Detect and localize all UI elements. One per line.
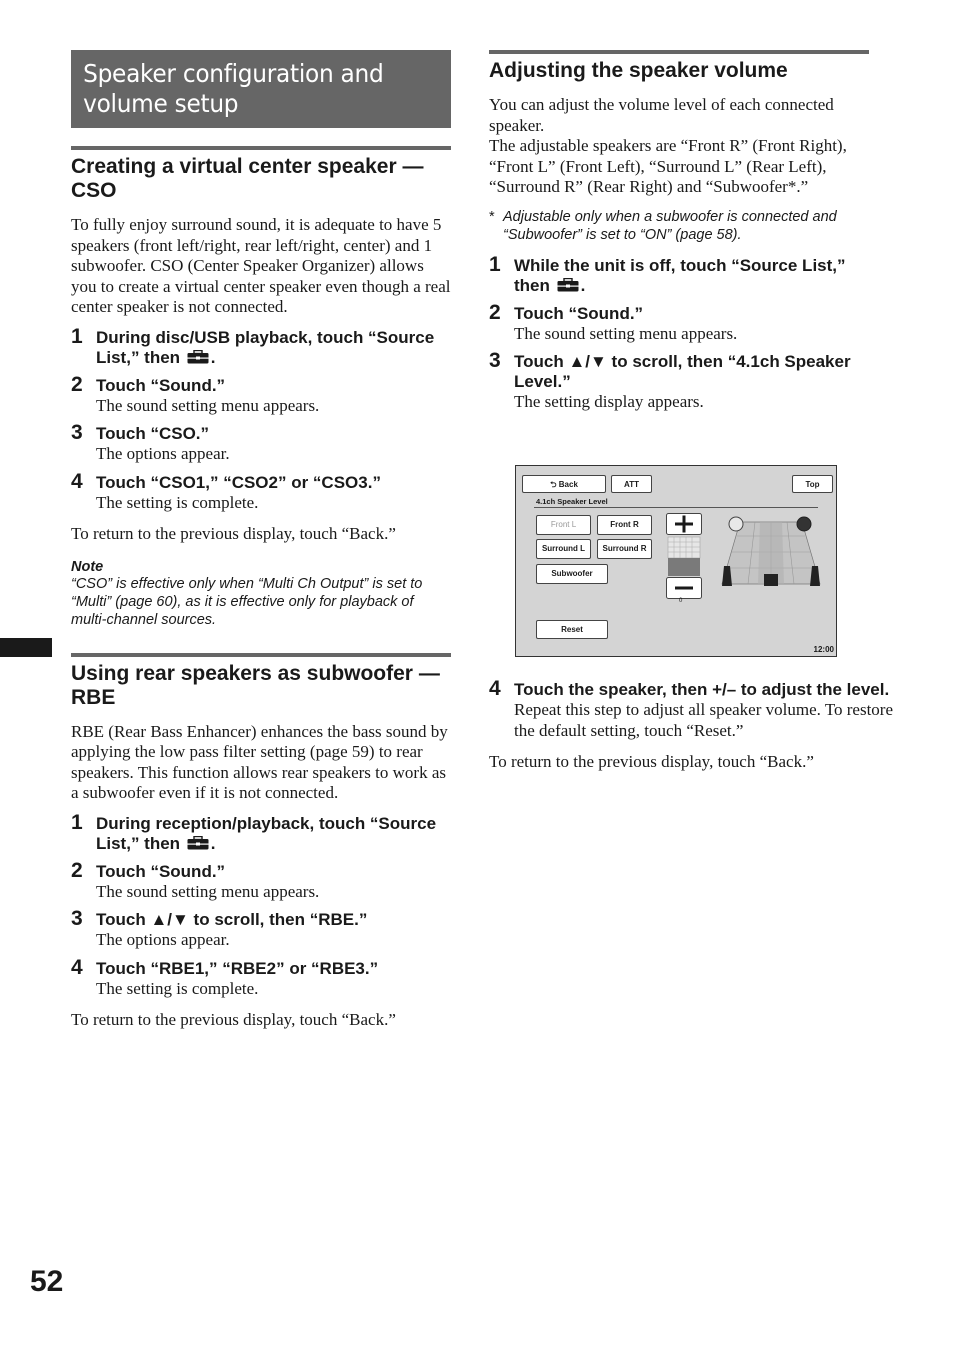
cso-return-text: To return to the previous display, touch “Back.”	[71, 524, 396, 543]
step-desc: The options appear.	[96, 444, 230, 463]
page-title: Speaker configuration and volume setup	[71, 50, 438, 127]
step-desc: The sound setting menu appears.	[514, 323, 738, 343]
back-label: Back	[558, 480, 578, 489]
speaker-level-screen	[515, 465, 837, 657]
step-desc: The sound setting menu appears.	[96, 395, 320, 415]
step-lead-end: .	[580, 275, 586, 295]
speaker-room-diagram-icon	[720, 514, 822, 590]
step-lead: While the unit is off, touch “Source List,” then	[514, 255, 846, 295]
left-column	[71, 50, 451, 1031]
source-list-toolbox-icon	[557, 278, 579, 292]
step-lead: Touch “RBE1,” “RBE2” or “RBE3.”	[96, 958, 379, 978]
step-number: 1	[71, 810, 83, 834]
step-number: 4	[71, 469, 83, 493]
back-arrow-icon: ⮌	[550, 480, 557, 489]
plus-button[interactable]	[667, 514, 702, 535]
step-desc: The setting is complete.	[96, 492, 259, 512]
step-desc: The setting is complete.	[96, 978, 259, 998]
rbe-intro: RBE (Rear Bass Enhancer) enhances the bass sound by applying the low pass filter setting (page 59) to rear speakers. This function allows rear speakers to work as a subwoofer even if it is not connected.	[71, 721, 448, 802]
step-number: 4	[71, 955, 83, 979]
volume-step-3	[489, 349, 869, 413]
volume-step-4	[489, 677, 894, 773]
step-desc: The options appear.	[96, 930, 230, 949]
volume-return-text: To return to the previous display, touch “Back.”	[489, 752, 814, 771]
section-tab-marker	[0, 638, 52, 657]
step-lead-end: .	[210, 347, 216, 367]
level-meter	[668, 537, 700, 576]
minus-button[interactable]	[667, 578, 702, 599]
step-lead: Touch “Sound.”	[514, 303, 644, 323]
step-lead: Touch the speaker, then +/– to adjust the level.	[514, 680, 890, 699]
step-lead: Touch “CSO.”	[96, 424, 210, 443]
volume-step-1	[489, 252, 869, 296]
top-button[interactable]: Top	[792, 475, 833, 493]
cso-step-2	[71, 372, 451, 417]
step-desc: The sound setting menu appears.	[96, 881, 320, 901]
step-number: 2	[489, 300, 501, 324]
cso-note-heading: Note	[71, 558, 104, 575]
volume-footnote	[489, 208, 869, 244]
step-number: 4	[489, 677, 501, 700]
step-lead-end: .	[210, 833, 216, 853]
footnote-mark: *	[489, 208, 495, 225]
page-title-box	[71, 50, 451, 128]
reset-button[interactable]: Reset	[536, 620, 608, 639]
footnote-text: Adjustable only when a subwoofer is connected and “Subwoofer” is set to “ON” (page 58).	[503, 208, 837, 243]
step-lead: Touch ▲/▼ to scroll, then “RBE.”	[96, 910, 368, 929]
rbe-heading: Using rear speakers as subwoofer — RBE	[71, 653, 451, 710]
step-number: 3	[71, 421, 83, 444]
step-lead: Touch “CSO1,” “CSO2” or “CSO3.”	[96, 472, 381, 492]
cso-intro: To fully enjoy surround sound, it is adequate to have 5 speakers (front left/right, rear left/right, center) and 1 subwoofer. CSO (Center Speaker Organizer) allows you to create a virtual center speaker even though a real center speaker is not connected.	[71, 215, 451, 316]
rbe-step-3	[71, 907, 451, 951]
step-lead: Touch “Sound.”	[96, 375, 226, 395]
step-number: 2	[71, 858, 83, 882]
step-number: 3	[489, 349, 501, 372]
rbe-return-text: To return to the previous display, touch “Back.”	[71, 1010, 396, 1029]
step-number: 3	[71, 907, 83, 930]
step-desc: The setting display appears.	[514, 392, 704, 411]
volume-intro-2: The adjustable speakers are “Front R” (Front Right), “Front L” (Front Left), “Surround L” (Rear Left), “Surround R” (Rear Right) and “Subwoofer*.”	[489, 136, 847, 196]
volume-step-2	[489, 300, 869, 345]
cso-step-4	[71, 469, 451, 514]
step-lead: During disc/USB playback, touch “Source List,” then	[96, 327, 435, 367]
source-list-toolbox-icon	[187, 836, 209, 850]
subwoofer-button[interactable]: Subwoofer	[536, 564, 608, 584]
step-number: 2	[71, 372, 83, 396]
step-number: 1	[489, 252, 501, 276]
volume-intro-1: You can adjust the volume level of each connected speaker.	[489, 95, 834, 135]
surround-r-button[interactable]: Surround R	[597, 539, 652, 559]
rbe-step-4	[71, 955, 451, 1000]
step-lead: During reception/playback, touch “Source List,” then	[96, 813, 437, 853]
back-button[interactable]	[522, 475, 606, 493]
divider	[534, 507, 818, 508]
surround-l-button[interactable]: Surround L	[536, 539, 591, 559]
cso-note-text: “CSO” is effective only when “Multi Ch Output” is set to “Multi” (page 60), as it is effective only for playback of multi-channel sources.	[71, 575, 423, 628]
source-list-toolbox-icon	[187, 350, 209, 364]
level-control	[666, 513, 702, 599]
att-button[interactable]: ATT	[611, 475, 652, 493]
step-lead: Touch “Sound.”	[96, 861, 226, 881]
screen-label: 4.1ch Speaker Level	[536, 497, 608, 506]
page-number: 52	[30, 1265, 64, 1298]
rbe-step-1	[71, 810, 451, 854]
volume-heading: Adjusting the speaker volume	[489, 50, 869, 83]
level-value: 0	[679, 598, 683, 604]
front-r-button[interactable]: Front R	[597, 515, 652, 535]
cso-step-1	[71, 324, 451, 368]
cso-step-3	[71, 421, 451, 465]
rbe-step-2	[71, 858, 451, 903]
front-l-button[interactable]: Front L	[536, 515, 591, 535]
cso-heading: Creating a virtual center speaker — CSO	[71, 146, 451, 203]
step-lead: Touch ▲/▼ to scroll, then “4.1ch Speaker Level.”	[514, 352, 851, 391]
step-desc: Repeat this step to adjust all speaker volume. To restore the default setting, touch “Reset.”	[514, 700, 894, 740]
clock: 12:00	[813, 645, 834, 654]
step-number: 1	[71, 324, 83, 348]
